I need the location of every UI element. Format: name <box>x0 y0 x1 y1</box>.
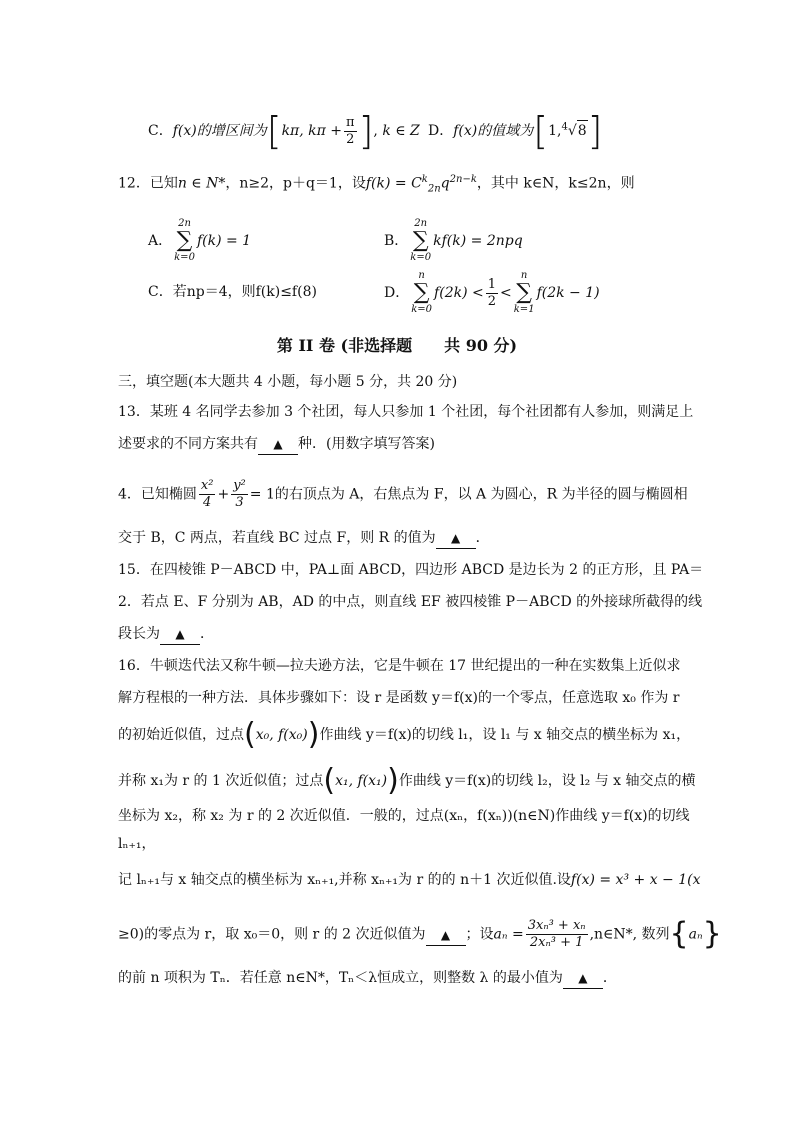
q15-text: 段长为 <box>118 626 160 642</box>
q13-line1: 13．某班 4 名同学去参加 3 个社团，每人只参加 1 个社团，每个社团都有人参加，则满足上 <box>118 404 694 420</box>
q12-stem-tail: ，其中 k∈N，k≤2n，则 <box>476 175 635 192</box>
q11-c-domain: k ∈ Z <box>382 123 420 139</box>
q12-formula: f(k) = C <box>365 175 422 192</box>
q16-text: ≥0)的零点为 r，取 x₀＝0，则 r 的 2 次近似值为 <box>118 926 426 943</box>
q16-line2: 解方程根的一种方法．具体步骤如下：设 r 是函数 y＝f(x)的一个零点，任意选取 x₀ 作为 r <box>118 690 680 706</box>
q16-text-tail: 作曲线 y＝f(x)的切线 l₁，设 l₁ 与 x 轴交点的横坐标为 x₁， <box>319 727 691 743</box>
q11-d-interval: 1, <box>548 123 562 139</box>
q16-point: x₁, f(x₁) <box>335 773 388 789</box>
q12-n-set: n ∈ N* <box>177 175 226 192</box>
q12-d-lt: < <box>500 285 512 301</box>
q11-option-d <box>428 109 603 153</box>
q11-c-interval-end: kπ + <box>308 123 343 139</box>
right-paren: ) <box>307 717 320 752</box>
left-bracket: [ <box>266 109 282 153</box>
frac-den: 4 <box>203 495 212 510</box>
q14-line1 <box>118 478 688 511</box>
left-paren: ( <box>323 763 336 798</box>
q12-option-c <box>148 282 317 302</box>
root-value: 8 <box>577 120 588 141</box>
sum-icon: 2n ∑ k=0 <box>174 218 195 263</box>
q16-text: 的初始近似值，过点 <box>118 727 244 743</box>
part3-heading: 三，填空题(本大题共 4 小题，每小题 5 分，共 20 分) <box>118 374 458 390</box>
sum-icon: n ∑ k=0 <box>411 270 433 315</box>
q12-number: 12．已知 <box>118 175 178 192</box>
q12-d-fraction <box>486 277 498 310</box>
q16-sequence: aₙ <box>688 926 703 943</box>
q14-line2 <box>118 528 490 549</box>
sum-icon: 2n ∑ k=0 <box>410 218 432 263</box>
frac-num: 1 <box>487 276 497 292</box>
triangle-icon: ▲ <box>578 971 588 985</box>
sum-top: 2n <box>414 218 428 229</box>
q16-line1: 16．牛顿迭代法又称牛顿—拉夫逊方法，它是牛顿在 17 世纪提出的一种在实数集上近似求 <box>118 658 681 674</box>
q12-option-b <box>384 218 523 264</box>
frac-num: π <box>346 114 355 130</box>
q16-formula: f(x) = x³ + x − 1(x <box>570 872 701 888</box>
answer-blank[interactable] <box>563 968 603 989</box>
q14-text: 的右顶点为 A，右焦点为 F，以 A 为圆心，R 为半径的圆与椭圆相 <box>274 486 688 503</box>
answer-blank[interactable] <box>436 528 476 549</box>
answer-blank[interactable] <box>426 925 466 946</box>
q14-frac-y <box>231 478 248 511</box>
q13-text-tail: 种．(用数字填写答案) <box>298 436 435 452</box>
q16-line9 <box>118 968 617 989</box>
q14-text2: 交于 B，C 两点，若直线 BC 过点 F，则 R 的值为 <box>118 530 436 546</box>
q12-d-expr1: f(2k) < <box>434 285 484 301</box>
q12-a-label: A． <box>148 233 173 249</box>
root-index: 4 <box>561 121 568 133</box>
triangle-icon: ▲ <box>273 437 283 451</box>
q12-a-expr: f(k) = 1 <box>196 233 252 249</box>
q12-c-label: C．若 <box>148 284 187 300</box>
q15-line1: 15．在四棱锥 P－ABCD 中，PA⊥面 ABCD，四边形 ABCD 是边长为 2 的正方形，且 PA＝ <box>118 562 704 578</box>
sum-bottom: k=0 <box>410 252 432 263</box>
q16-fraction <box>526 918 588 951</box>
q16-text: 的前 n 项积为 Tₙ．若任意 n∈N*，Tₙ＜λ恒成立，则整数 λ 的最小值为 <box>118 970 563 986</box>
frac-den: 3 <box>235 495 244 510</box>
q11-c-label: C． <box>148 123 173 139</box>
frac-num: x² <box>200 478 214 493</box>
q14-number: 4．已知椭圆 <box>118 486 197 503</box>
q16-text: 并称 x₁为 r 的 1 次近似值；过点 <box>118 773 324 789</box>
q12-option-d <box>384 270 600 316</box>
answer-blank[interactable] <box>258 434 298 455</box>
q11-c-text: f(x)的增区间为 <box>172 123 267 139</box>
q11-d-label: D． <box>428 123 454 139</box>
left-paren: ( <box>244 717 256 752</box>
q12-formula-sup: k <box>421 174 428 185</box>
sum-bottom: k=1 <box>513 304 535 315</box>
triangle-icon: ▲ <box>451 531 461 545</box>
q16-line7 <box>118 870 700 890</box>
q16-point: x₀, f(x₀) <box>255 727 308 743</box>
q16-period: ． <box>602 970 617 986</box>
q11-c-interval-start: kπ, <box>281 123 304 139</box>
sum-top: n <box>418 270 425 281</box>
q12-option-a <box>148 218 251 264</box>
right-paren: ) <box>387 763 399 798</box>
q13-text: 述要求的不同方案共有 <box>118 436 258 452</box>
q12-b-label: B． <box>384 233 409 249</box>
sum-top: n <box>520 270 528 281</box>
frac-den: 2 <box>487 293 497 309</box>
q12-d-label: D． <box>384 285 410 301</box>
q11-c-fraction <box>344 115 357 148</box>
q16-text: 记 lₙ₊₁与 x 轴交点的横坐标为 xₙ₊₁,并称 xₙ₊₁为 r 的的 n＋1 次近似值.设 <box>118 872 571 888</box>
q16-an: aₙ = <box>493 926 524 943</box>
sum-bottom: k=0 <box>174 252 195 263</box>
q15-period: ． <box>200 626 214 642</box>
q16-text-tail: 作曲线 y＝f(x)的切线 l₂，设 l₂ 与 x 轴交点的横 <box>398 773 696 789</box>
q16-line4 <box>118 763 696 798</box>
q11-d-text: f(x)的值域为 <box>453 123 534 139</box>
q15-line3 <box>118 624 214 645</box>
q16-line6: lₙ₊₁， <box>118 836 156 852</box>
q11-option-c: C．f(x)的增区间为[kπ, kπ + $\frac{\pi}{2}$ ], k ∈ Z <box>148 109 420 153</box>
q16-line3 <box>118 717 691 752</box>
q12-stem <box>118 170 635 199</box>
q14-frac-x <box>199 478 216 511</box>
q13-line2 <box>118 434 435 455</box>
q12-d-expr2: f(2k − 1) <box>536 285 600 301</box>
q16-line5: 坐标为 x₂，称 x₂ 为 r 的 2 次近似值．一般的，过点(xₙ，f(xₙ))(n∈N)作曲线 y＝f(x)的切线 <box>118 808 690 824</box>
q15-line2: 2．若点 E、F 分别为 AB，AD 的中点，则直线 EF 被四棱锥 P－ABCD 的外接球所截得的线 <box>118 594 703 610</box>
q12-c-text: np＝4，则f(k)≤f(8) <box>186 284 317 300</box>
frac-num: 3xₙ³ + xₙ <box>527 918 586 933</box>
q12-stem-text: ，n≥2，p＋q＝1，设 <box>225 175 366 192</box>
frac-den: 2xₙ³ + 1 <box>529 935 584 950</box>
q12-formula-q-sup: 2n−k <box>449 174 477 185</box>
radical-icon: √ <box>567 123 577 139</box>
q12-formula-sub: 2n <box>427 183 441 195</box>
answer-blank[interactable] <box>160 624 200 645</box>
left-bracket: [ <box>533 109 549 153</box>
equals-one: = 1 <box>249 486 275 503</box>
q16-line8 <box>118 918 722 951</box>
q16-text3: ,n∈N*, 数列 <box>589 926 670 943</box>
q14-period: ． <box>475 530 490 546</box>
sum-bottom: k=0 <box>411 304 433 315</box>
q12-b-expr: kf(k) = 2npq <box>433 233 523 249</box>
triangle-icon: ▲ <box>175 627 185 641</box>
right-bracket: ] <box>358 109 374 153</box>
right-bracket: ] <box>587 109 603 153</box>
q12-formula-q: q <box>440 175 450 192</box>
plus-sign: + <box>217 486 230 503</box>
triangle-icon: ▲ <box>440 927 451 942</box>
q16-text2: ；设 <box>465 926 494 943</box>
sum-top: 2n <box>178 218 191 229</box>
section-title: 第 II 卷 (非选择题 共 90 分) <box>276 336 518 355</box>
left-paren: { <box>669 916 689 952</box>
frac-num: y² <box>233 478 246 493</box>
frac-den: 2 <box>346 131 355 147</box>
right-paren: } <box>702 916 722 952</box>
sum-icon: n ∑ k=1 <box>513 270 535 315</box>
